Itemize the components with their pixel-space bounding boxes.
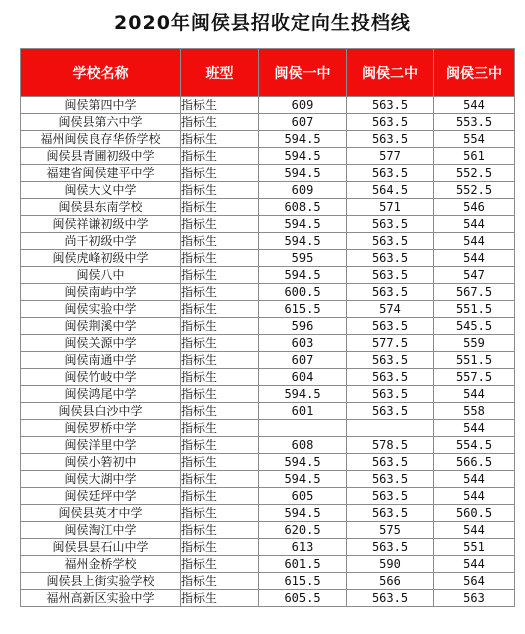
cell-school-name: 闽侯南屿中学 (21, 284, 181, 301)
cell-school-name: 闽侯廷坪中学 (21, 488, 181, 505)
cell-school-name: 闽侯县青圃初级中学 (21, 148, 181, 165)
cell-score-school-1: 607 (259, 352, 347, 369)
cell-score-school-1: 601 (259, 403, 347, 420)
cell-school-name: 闽侯关源中学 (21, 335, 181, 352)
header-row (21, 49, 515, 97)
table-row (21, 454, 515, 471)
cell-score-school-1: 608 (259, 437, 347, 454)
cell-score-school-2: 574 (347, 301, 434, 318)
header-class-type: 班型 (181, 49, 259, 97)
cell-class-type: 指标生 (181, 352, 259, 369)
table-row (21, 131, 515, 148)
cell-school-name: 闽侯县白沙中学 (21, 403, 181, 420)
cell-score-school-3: 559 (434, 335, 515, 352)
page-title: 2020年闽侯县招收定向生投档线 (114, 12, 411, 34)
cell-school-name: 闽侯县上街实验学校 (21, 573, 181, 590)
cell-school-name: 闽侯小箬初中 (21, 454, 181, 471)
cell-class-type: 指标生 (181, 267, 259, 284)
cell-score-school-2: 563.5 (347, 284, 434, 301)
table-row (21, 369, 515, 386)
cell-score-school-1: 605 (259, 488, 347, 505)
table-row (21, 250, 515, 267)
cell-score-school-2: 590 (347, 556, 434, 573)
cell-school-name: 福州高新区实验中学 (21, 590, 181, 607)
cell-score-school-2: 563.5 (347, 216, 434, 233)
cell-score-school-1: 615.5 (259, 573, 347, 590)
cell-score-school-2: 563.5 (347, 267, 434, 284)
cell-school-name: 闽侯县东南学校 (21, 199, 181, 216)
cell-class-type: 指标生 (181, 131, 259, 148)
cell-score-school-3: 544 (434, 216, 515, 233)
cell-score-school-2: 577.5 (347, 335, 434, 352)
cell-class-type: 指标生 (181, 233, 259, 250)
cell-class-type: 指标生 (181, 301, 259, 318)
cell-score-school-1: 594.5 (259, 216, 347, 233)
cell-score-school-2: 566 (347, 573, 434, 590)
cell-score-school-2: 563.5 (347, 97, 434, 114)
cell-school-name: 福建省闽侯建平中学 (21, 165, 181, 182)
cell-score-school-2: 563.5 (347, 165, 434, 182)
cell-school-name: 福州金桥学校 (21, 556, 181, 573)
cell-score-school-1: 594.5 (259, 471, 347, 488)
cell-score-school-1: 608.5 (259, 199, 347, 216)
cell-class-type: 指标生 (181, 573, 259, 590)
cell-class-type: 指标生 (181, 284, 259, 301)
header-school-1: 闽侯一中 (259, 49, 347, 97)
header-school-2: 闽侯二中 (347, 49, 434, 97)
cell-score-school-1 (259, 420, 347, 437)
cell-score-school-2: 563.5 (347, 233, 434, 250)
cell-class-type: 指标生 (181, 437, 259, 454)
cell-class-type: 指标生 (181, 505, 259, 522)
cell-score-school-2: 563.5 (347, 505, 434, 522)
cell-score-school-2: 563.5 (347, 386, 434, 403)
table-row (21, 403, 515, 420)
cell-score-school-3: 557.5 (434, 369, 515, 386)
cell-score-school-1: 601.5 (259, 556, 347, 573)
cell-score-school-3: 564 (434, 573, 515, 590)
table-row (21, 471, 515, 488)
cell-school-name: 闽侯竹岐中学 (21, 369, 181, 386)
cell-school-name: 福州闽侯良存华侨学校 (21, 131, 181, 148)
table-row (21, 505, 515, 522)
cell-score-school-2: 577 (347, 148, 434, 165)
cell-class-type: 指标生 (181, 97, 259, 114)
cell-score-school-3: 544 (434, 471, 515, 488)
cell-score-school-3: 544 (434, 386, 515, 403)
table-row (21, 539, 515, 556)
cell-score-school-1: 594.5 (259, 386, 347, 403)
cell-score-school-1: 605.5 (259, 590, 347, 607)
cell-class-type: 指标生 (181, 386, 259, 403)
cell-score-school-1: 609 (259, 182, 347, 199)
cell-score-school-3: 554.5 (434, 437, 515, 454)
table-row (21, 199, 515, 216)
cell-school-name: 闽侯县第六中学 (21, 114, 181, 131)
cell-class-type: 指标生 (181, 216, 259, 233)
cell-score-school-2: 563.5 (347, 539, 434, 556)
cell-score-school-2: 564.5 (347, 182, 434, 199)
cell-score-school-1: 607 (259, 114, 347, 131)
cell-score-school-3: 552.5 (434, 165, 515, 182)
cell-score-school-2: 563.5 (347, 471, 434, 488)
table-row (21, 284, 515, 301)
cell-class-type: 指标生 (181, 454, 259, 471)
cell-score-school-3: 551 (434, 539, 515, 556)
cell-score-school-1: 595 (259, 250, 347, 267)
table-row (21, 301, 515, 318)
header-school-3: 闽侯三中 (434, 49, 515, 97)
cell-score-school-3: 544 (434, 488, 515, 505)
cell-score-school-1: 594.5 (259, 131, 347, 148)
cell-score-school-3: 545.5 (434, 318, 515, 335)
cell-score-school-2: 578.5 (347, 437, 434, 454)
table-row (21, 148, 515, 165)
header-school: 学校名称 (21, 49, 181, 97)
cell-school-name: 闽侯大湖中学 (21, 471, 181, 488)
table-row (21, 420, 515, 437)
cell-school-name: 闽侯八中 (21, 267, 181, 284)
cell-score-school-1: 594.5 (259, 505, 347, 522)
cell-school-name: 闽侯大义中学 (21, 182, 181, 199)
cell-class-type: 指标生 (181, 114, 259, 131)
cell-class-type: 指标生 (181, 182, 259, 199)
cell-score-school-3: 567.5 (434, 284, 515, 301)
table-row (21, 97, 515, 114)
cell-score-school-3: 547 (434, 267, 515, 284)
table-row (21, 318, 515, 335)
cell-school-name: 闽侯县英才中学 (21, 505, 181, 522)
cell-score-school-3: 551.5 (434, 352, 515, 369)
cell-score-school-2: 563.5 (347, 318, 434, 335)
cell-score-school-3: 563 (434, 590, 515, 607)
table-header (21, 49, 515, 97)
cell-school-name: 闽侯南通中学 (21, 352, 181, 369)
cell-school-name: 闽侯祥谦初级中学 (21, 216, 181, 233)
cell-class-type: 指标生 (181, 488, 259, 505)
cell-score-school-1: 620.5 (259, 522, 347, 539)
table-row (21, 556, 515, 573)
table-row (21, 233, 515, 250)
cell-score-school-1: 613 (259, 539, 347, 556)
cell-score-school-2: 563.5 (347, 454, 434, 471)
cell-score-school-1: 594.5 (259, 233, 347, 250)
cell-score-school-3: 546 (434, 199, 515, 216)
cell-class-type: 指标生 (181, 148, 259, 165)
cell-class-type: 指标生 (181, 471, 259, 488)
cell-class-type: 指标生 (181, 335, 259, 352)
cell-score-school-2: 575 (347, 522, 434, 539)
cell-score-school-1: 594.5 (259, 148, 347, 165)
cell-school-name: 闽侯虎峰初级中学 (21, 250, 181, 267)
table-row (21, 335, 515, 352)
cell-class-type: 指标生 (181, 556, 259, 573)
cell-school-name: 尚干初级中学 (21, 233, 181, 250)
cell-score-school-3: 553.5 (434, 114, 515, 131)
table-row (21, 182, 515, 199)
cell-class-type: 指标生 (181, 590, 259, 607)
cell-score-school-2: 563.5 (347, 250, 434, 267)
cell-score-school-3: 560.5 (434, 505, 515, 522)
cell-score-school-2: 563.5 (347, 403, 434, 420)
cell-school-name: 闽侯洋里中学 (21, 437, 181, 454)
table-row (21, 267, 515, 284)
cell-score-school-1: 594.5 (259, 267, 347, 284)
cell-class-type: 指标生 (181, 199, 259, 216)
table-row (21, 165, 515, 182)
cell-score-school-3: 544 (434, 250, 515, 267)
cell-score-school-1: 603 (259, 335, 347, 352)
cell-score-school-3: 544 (434, 97, 515, 114)
cell-score-school-2: 563.5 (347, 488, 434, 505)
cell-score-school-3: 554 (434, 131, 515, 148)
table-row (21, 437, 515, 454)
cell-score-school-3: 558 (434, 403, 515, 420)
cell-score-school-1: 615.5 (259, 301, 347, 318)
table-row (21, 114, 515, 131)
score-table (20, 48, 515, 607)
table-row (21, 573, 515, 590)
table-row (21, 488, 515, 505)
cell-score-school-3: 561 (434, 148, 515, 165)
table-row (21, 590, 515, 607)
cell-class-type: 指标生 (181, 403, 259, 420)
cell-score-school-3: 544 (434, 556, 515, 573)
cell-school-name: 闽侯鸿尾中学 (21, 386, 181, 403)
cell-score-school-2: 563.5 (347, 369, 434, 386)
cell-score-school-3: 551.5 (434, 301, 515, 318)
cell-school-name: 闽侯淘江中学 (21, 522, 181, 539)
cell-score-school-2 (347, 420, 434, 437)
cell-class-type: 指标生 (181, 539, 259, 556)
cell-class-type: 指标生 (181, 165, 259, 182)
cell-score-school-2: 563.5 (347, 590, 434, 607)
cell-school-name: 闽侯县昙石山中学 (21, 539, 181, 556)
cell-school-name: 闽侯荆溪中学 (21, 318, 181, 335)
cell-score-school-3: 544 (434, 233, 515, 250)
cell-score-school-1: 596 (259, 318, 347, 335)
cell-score-school-3: 544 (434, 420, 515, 437)
table-row (21, 352, 515, 369)
cell-score-school-1: 600.5 (259, 284, 347, 301)
cell-score-school-3: 544 (434, 522, 515, 539)
cell-school-name: 闽侯罗桥中学 (21, 420, 181, 437)
table-row (21, 522, 515, 539)
cell-score-school-3: 566.5 (434, 454, 515, 471)
cell-score-school-1: 594.5 (259, 454, 347, 471)
cell-school-name: 闽侯实验中学 (21, 301, 181, 318)
table-body (21, 97, 515, 607)
cell-score-school-1: 594.5 (259, 165, 347, 182)
cell-score-school-2: 563.5 (347, 114, 434, 131)
cell-class-type: 指标生 (181, 522, 259, 539)
cell-score-school-1: 604 (259, 369, 347, 386)
cell-score-school-2: 563.5 (347, 131, 434, 148)
cell-class-type: 指标生 (181, 420, 259, 437)
cell-class-type: 指标生 (181, 318, 259, 335)
table-row (21, 216, 515, 233)
cell-score-school-1: 609 (259, 97, 347, 114)
cell-class-type: 指标生 (181, 250, 259, 267)
cell-score-school-2: 571 (347, 199, 434, 216)
cell-score-school-2: 563.5 (347, 352, 434, 369)
cell-class-type: 指标生 (181, 369, 259, 386)
table-row (21, 386, 515, 403)
cell-score-school-3: 552.5 (434, 182, 515, 199)
cell-school-name: 闽侯第四中学 (21, 97, 181, 114)
